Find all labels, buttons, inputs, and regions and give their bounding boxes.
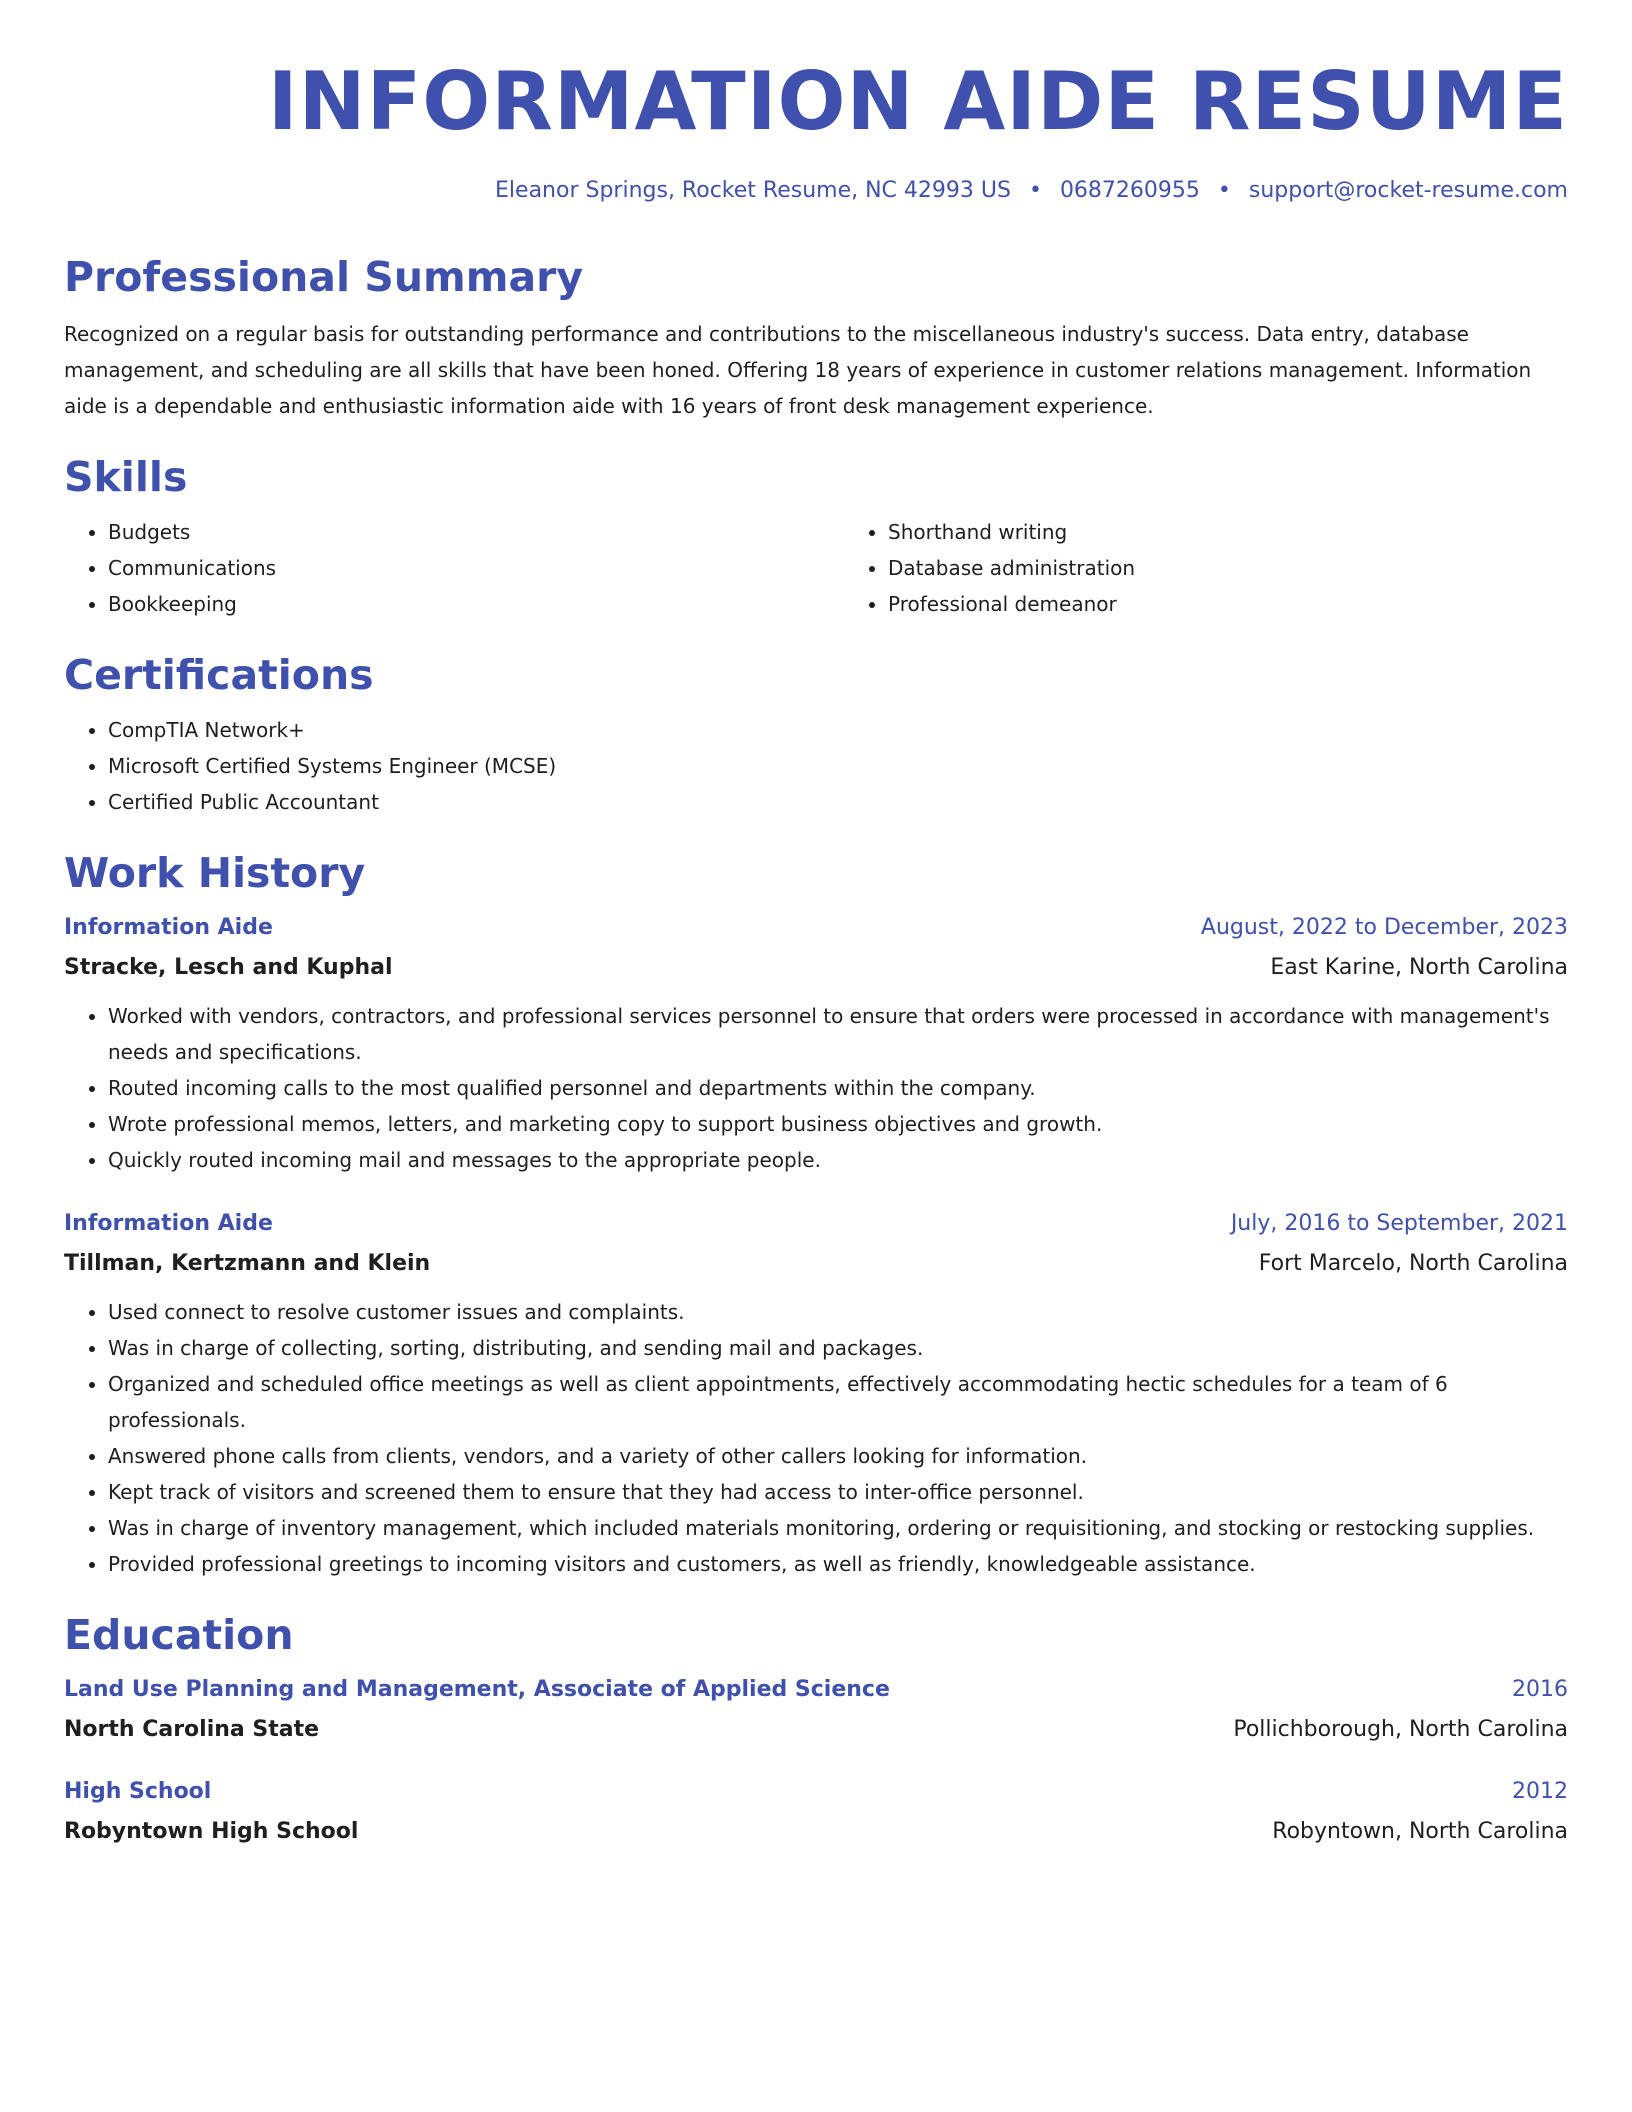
- contact-line: [64, 176, 1568, 206]
- contact-phone: 0687260955: [1059, 178, 1200, 203]
- job-bullet: • Answered phone calls from clients, vendors, and a variety of other callers looking for information.: [108, 1438, 1568, 1474]
- education-degree: High School: [64, 1779, 212, 1804]
- skill-item: • Shorthand writing: [888, 514, 1135, 550]
- job-bullet: • Quickly routed incoming mail and messages to the appropriate people.: [108, 1142, 1568, 1178]
- skill-item: • Budgets: [108, 514, 844, 550]
- summary-heading: Professional Summary: [64, 253, 584, 301]
- skill-item: • Communications: [108, 550, 844, 586]
- job-bullet: • Was in charge of collecting, sorting, distributing, and sending mail and packages.: [108, 1330, 1568, 1366]
- job-title-row: [64, 912, 1568, 944]
- job-bullet: • Provided professional greetings to incoming visitors and customers, as well as friendly, knowledgeable assistance.: [108, 1546, 1568, 1582]
- education-school-row: [64, 1714, 1568, 1746]
- work-history-section: [64, 848, 1568, 1582]
- job-bullet: • Used connect to resolve customer issues and complaints.: [108, 1294, 1568, 1330]
- skills-heading: Skills: [64, 453, 188, 501]
- certification-item: • Certified Public Accountant: [108, 784, 1568, 820]
- certifications-heading: Certifications: [64, 651, 374, 699]
- education-degree-row: [64, 1674, 1568, 1706]
- education-entry: [64, 1776, 1568, 1848]
- education-degree-row: [64, 1776, 1568, 1808]
- skills-list-right: [844, 514, 1135, 622]
- education-location: Robyntown, North Carolina: [1272, 1819, 1568, 1844]
- skills-list-left: [64, 514, 844, 622]
- skills-section: [64, 452, 1568, 622]
- job-entry: [64, 912, 1568, 1178]
- job-company: Stracke, Lesch and Kuphal: [64, 955, 393, 980]
- job-location: Fort Marcelo, North Carolina: [1258, 1251, 1568, 1276]
- certifications-section: [64, 650, 1568, 820]
- job-title-row: [64, 1208, 1568, 1240]
- contact-email[interactable]: support@rocket-resume.com: [1248, 178, 1568, 203]
- certification-item: • CompTIA Network+: [108, 712, 1568, 748]
- contact-address: Eleanor Springs, Rocket Resume, NC 42993 US: [495, 178, 1011, 203]
- education-year: 2016: [1512, 1677, 1568, 1702]
- summary-section: [64, 252, 1568, 424]
- skill-item: • Database administration: [888, 550, 1135, 586]
- job-bullet: • Organized and scheduled office meetings as well as client appointments, effectively accommodating hectic schedules for a team of 6 professionals.: [108, 1366, 1568, 1438]
- work-history-heading: Work History: [64, 849, 366, 897]
- job-dates: August, 2022 to December, 2023: [1200, 915, 1568, 940]
- job-company: Tillman, Kertzmann and Klein: [64, 1251, 431, 1276]
- contact-separator: •: [1217, 178, 1231, 203]
- summary-text: Recognized on a regular basis for outstanding performance and contributions to the miscellaneous industry's success. Data entry, database management, and scheduling are all skills that have been honed. Offering 18 years of experience in customer relations management. Information aide is a dependable and enthusiastic information aide with 16 years of front desk management experience.: [64, 322, 1532, 418]
- education-year: 2012: [1512, 1779, 1568, 1804]
- certification-item: • Microsoft Certified Systems Engineer (MCSE): [108, 748, 1568, 784]
- education-entry: [64, 1674, 1568, 1746]
- certifications-list: [64, 712, 1568, 820]
- job-bullet: • Kept track of visitors and screened them to ensure that they had access to inter-office personnel.: [108, 1474, 1568, 1510]
- education-school-row: [64, 1816, 1568, 1848]
- contact-separator: •: [1028, 178, 1042, 203]
- job-company-row: [64, 1248, 1568, 1280]
- job-title: Information Aide: [64, 915, 273, 940]
- job-bullet: • Wrote professional memos, letters, and marketing copy to support business objectives and growth.: [108, 1106, 1568, 1142]
- skill-item: • Professional demeanor: [888, 586, 1135, 622]
- job-company-row: [64, 952, 1568, 984]
- job-bullets: [64, 1294, 1568, 1582]
- job-bullet: • Routed incoming calls to the most qualified personnel and departments within the company.: [108, 1070, 1568, 1106]
- job-bullet: • Was in charge of inventory management, which included materials monitoring, ordering or requisitioning, and stocking or restocking supplies.: [108, 1510, 1568, 1546]
- job-bullets: [64, 998, 1568, 1178]
- job-title: Information Aide: [64, 1211, 273, 1236]
- skills-columns: [64, 514, 1568, 622]
- job-bullet: • Worked with vendors, contractors, and professional services personnel to ensure that orders were processed in accordance with management's needs and specifications.: [108, 998, 1568, 1070]
- skill-item: • Bookkeeping: [108, 586, 844, 622]
- education-section: [64, 1610, 1568, 1848]
- education-degree: Land Use Planning and Management, Associate of Applied Science: [64, 1677, 890, 1702]
- education-school: Robyntown High School: [64, 1819, 359, 1844]
- education-heading: Education: [64, 1611, 294, 1659]
- job-entry: [64, 1208, 1568, 1582]
- job-location: East Karine, North Carolina: [1270, 955, 1568, 980]
- job-dates: July, 2016 to September, 2021: [1230, 1211, 1568, 1236]
- education-school: North Carolina State: [64, 1717, 320, 1742]
- education-location: Pollichborough, North Carolina: [1233, 1717, 1568, 1742]
- resume-title: INFORMATION AIDE RESUME: [267, 55, 1568, 148]
